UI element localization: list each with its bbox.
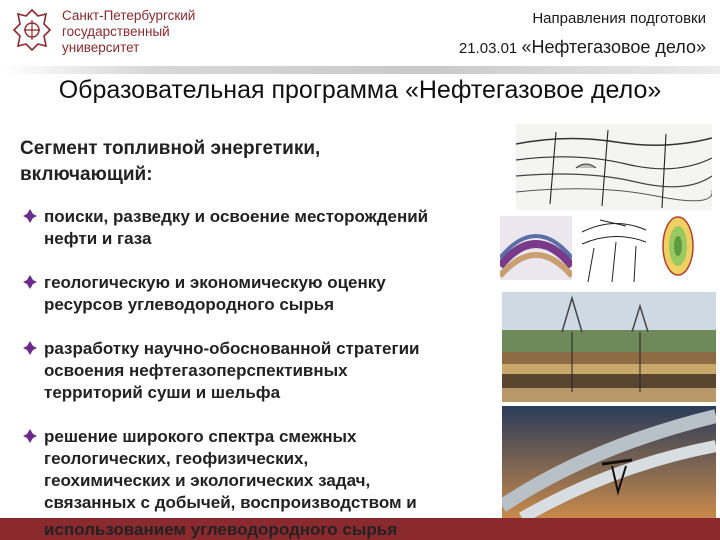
reservoir-map-image	[660, 214, 696, 278]
program-line	[459, 36, 706, 60]
bullet-line: геологическую и экономическую оценку	[44, 273, 386, 292]
university-line-3: университет	[62, 40, 140, 55]
bullet-line: решение широкого спектра смежных	[44, 427, 357, 446]
header-divider	[0, 66, 720, 74]
bullet-item	[22, 272, 498, 316]
diamond-bullet-icon	[22, 428, 38, 444]
program-code: 21.03.01	[458, 40, 518, 57]
segment-text: Сегмент топливной энергетики, включающий:	[20, 138, 321, 185]
university-name	[62, 8, 195, 56]
geological-section-image	[516, 124, 712, 210]
fault-diagram-image	[576, 212, 652, 284]
cut-off-bullet-line: использованием углеводородного сырья	[44, 520, 398, 539]
university-line-1: Санкт-Петербургский	[62, 8, 196, 23]
bullet-line: связанных с добычей, воспроизводством и	[44, 493, 417, 512]
program-header	[459, 8, 706, 60]
bullet-line: поиски, разведку и освоение месторождений	[44, 207, 429, 226]
bullet-item	[22, 338, 498, 404]
diamond-bullet-icon	[22, 340, 38, 356]
bullet-line: освоения нефтегазоперспективных	[44, 361, 348, 380]
university-line-2: государственный	[62, 24, 170, 39]
bullet-item	[22, 426, 498, 514]
bullet-line: нефти и газа	[44, 229, 152, 248]
bullet-line: разработку научно-обоснованной стратегии	[44, 339, 420, 358]
bullet-line: геологических, геофизических,	[44, 449, 309, 468]
bullet-item	[22, 206, 498, 250]
pipelines-image	[502, 406, 716, 518]
diamond-bullet-icon	[22, 274, 38, 290]
bullet-line: ресурсов углеводородного сырья	[44, 295, 335, 314]
segment-heading	[20, 136, 420, 188]
bullet-line: территорий суши и шельфа	[44, 383, 281, 402]
diamond-bullet-icon	[22, 208, 38, 224]
bullet-list	[22, 206, 498, 536]
bullet-line: геохимических и экологических задач,	[44, 471, 371, 490]
slide-title: Образовательная программа «Нефтегазовое дело»	[58, 76, 662, 104]
directions-label: Направления подготовки	[532, 10, 706, 27]
university-crest-logo	[10, 6, 54, 54]
drilling-rig-image	[502, 292, 716, 402]
program-name: «Нефтегазовое дело»	[521, 37, 706, 57]
trap-diagram-image	[500, 216, 572, 280]
